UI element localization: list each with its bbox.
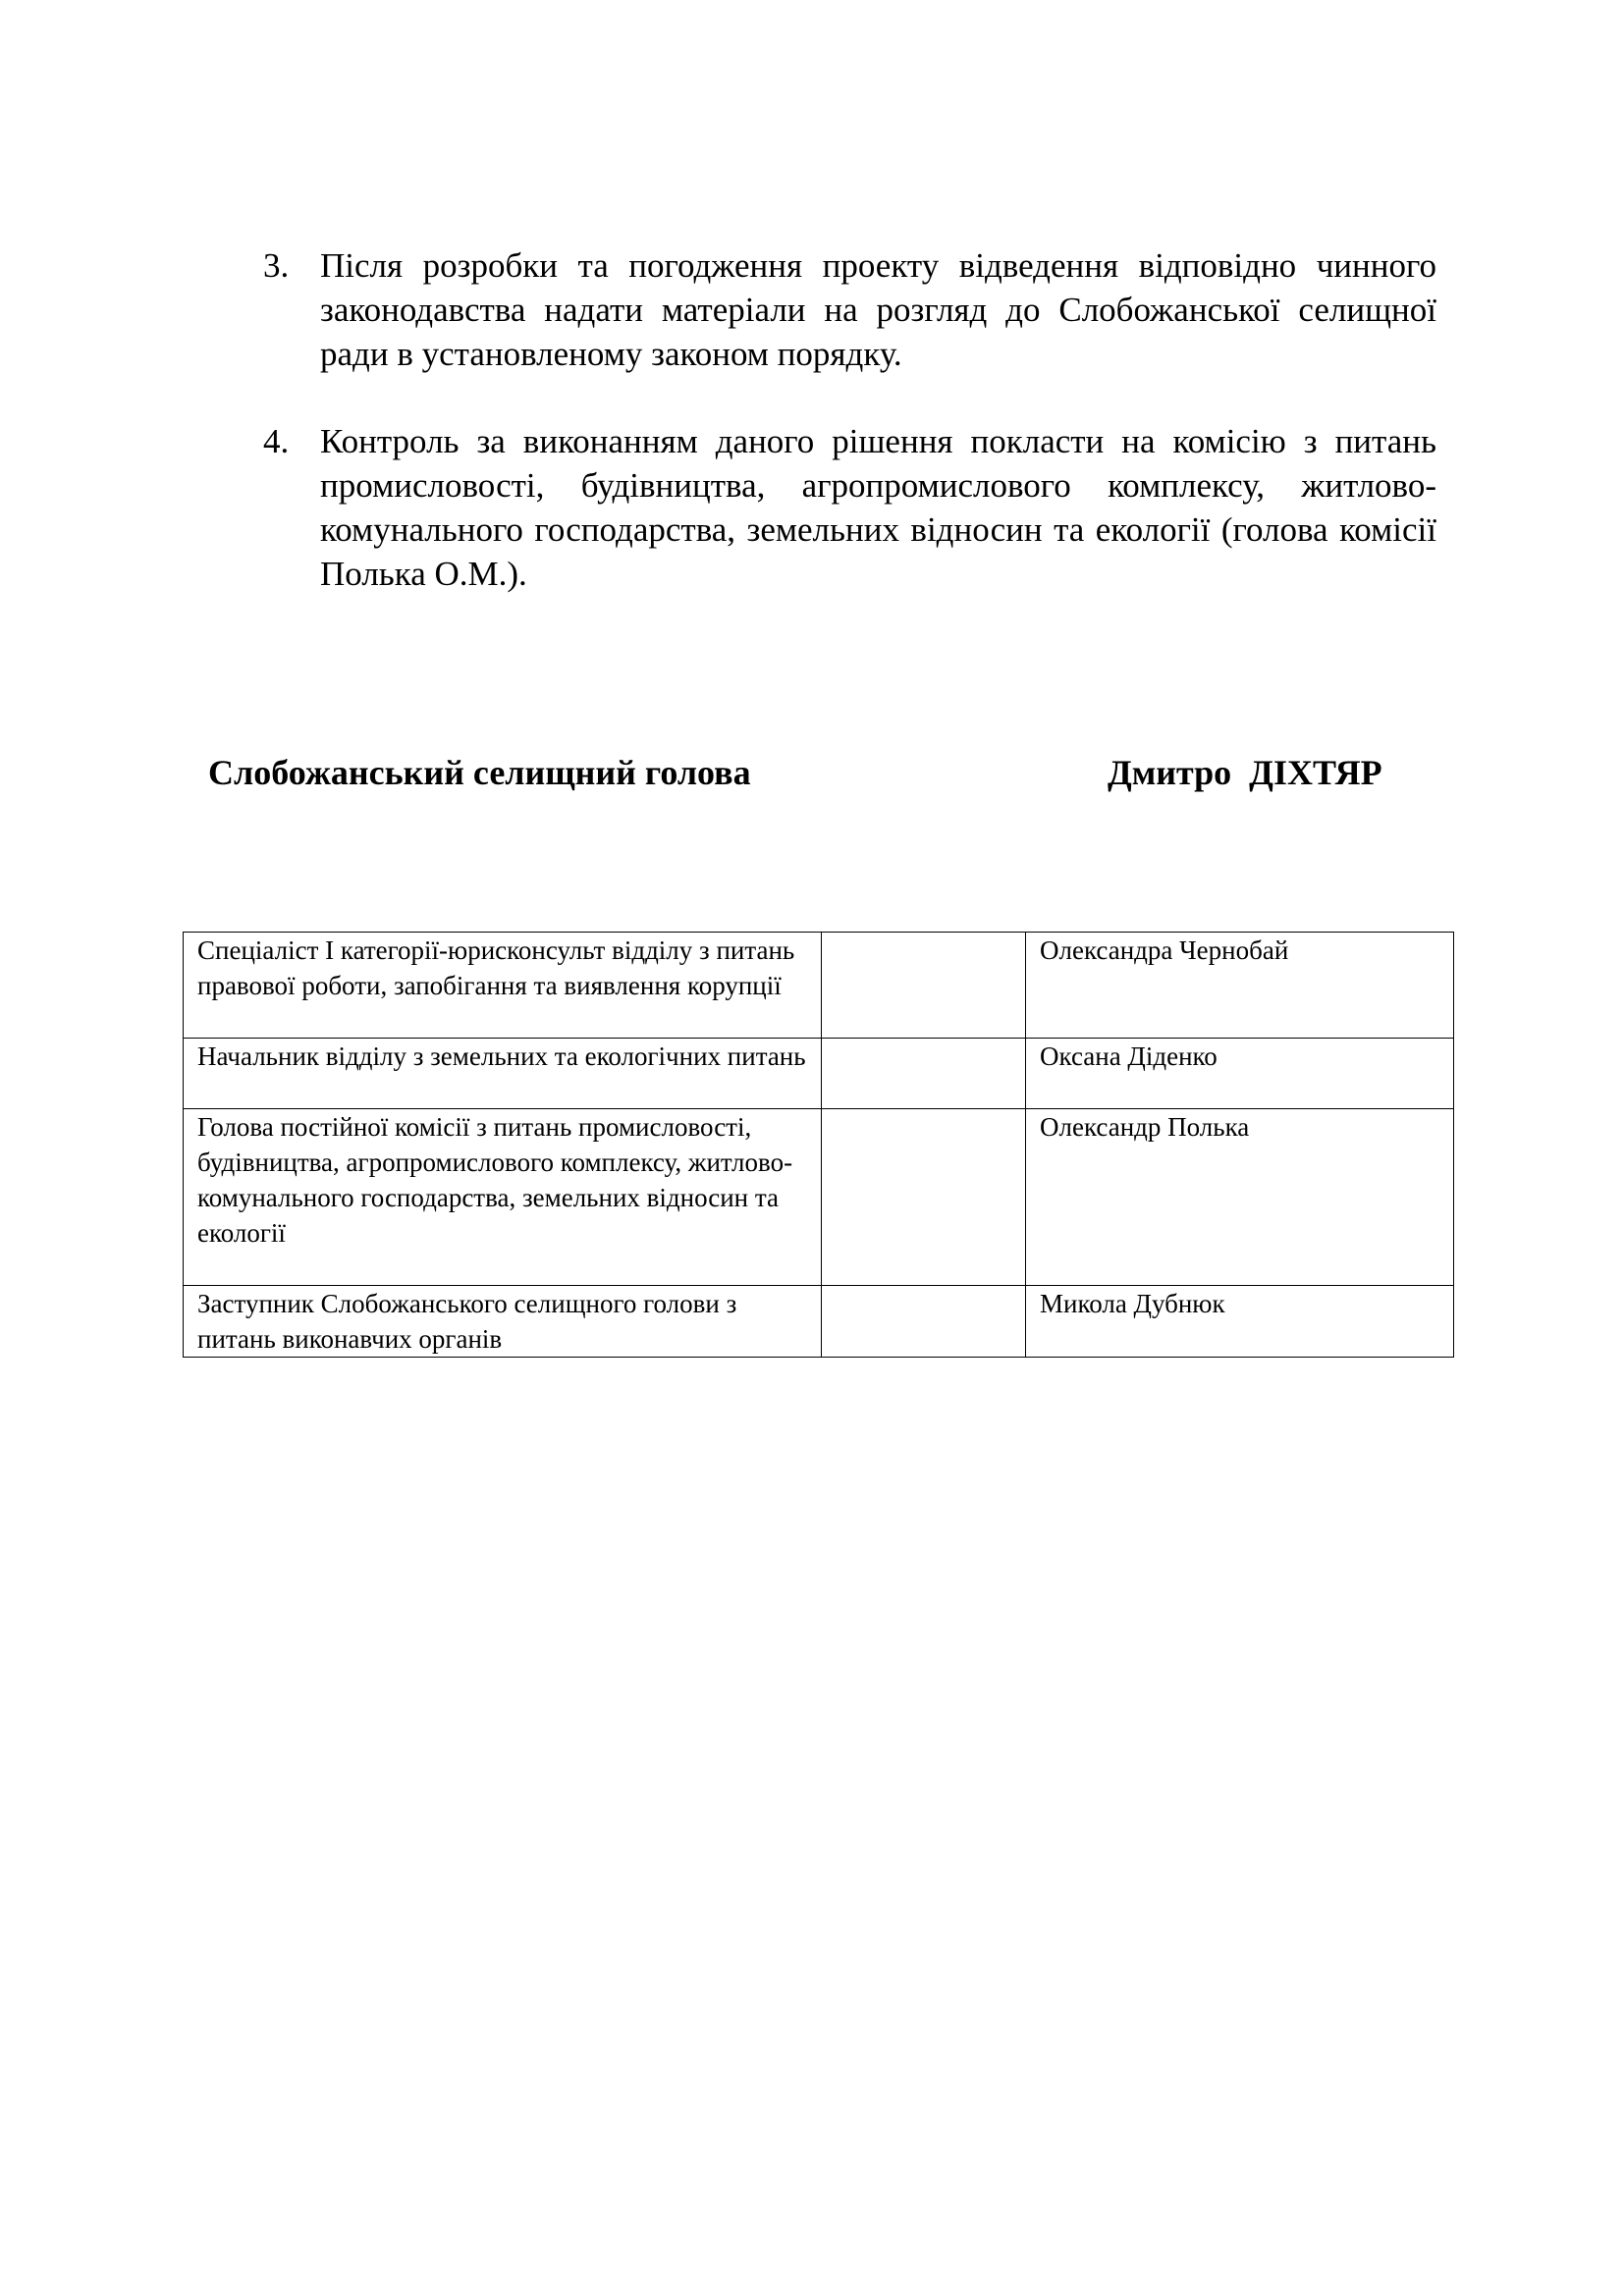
signature-title: Слобожанський селищний голова <box>208 753 751 792</box>
table-row <box>184 1039 1454 1109</box>
signature-cell <box>822 1286 1026 1358</box>
table-row <box>184 1109 1454 1286</box>
name-cell: Оксана Діденко <box>1026 1039 1454 1109</box>
name-cell: Олександра Чернобай <box>1026 933 1454 1039</box>
position-cell: Заступник Слобожанського селищного голови з питань виконавчих органів <box>184 1286 822 1358</box>
signature-name: Дмитро ДІХТЯР <box>1108 753 1382 792</box>
name-cell: Олександр Полька <box>1026 1109 1454 1286</box>
decision-item-3 <box>263 243 1436 376</box>
item-number: 4. <box>263 422 290 460</box>
table-row <box>184 1286 1454 1358</box>
signature-cell <box>822 933 1026 1039</box>
name-cell: Микола Дубнюк <box>1026 1286 1454 1358</box>
item-text: Після розробки та погодження проекту відведення відповідно чинного законодавства надати матеріали на розгляд до Слобожанської селищної ради в установленому законом порядку. <box>320 246 1436 373</box>
table-row <box>184 933 1454 1039</box>
signature-cell <box>822 1109 1026 1286</box>
position-cell: Начальник відділу з земельних та екологічних питань <box>184 1039 822 1109</box>
approval-table <box>183 932 1454 1358</box>
signature-cell <box>822 1039 1026 1109</box>
decision-item-4 <box>263 419 1436 596</box>
item-number: 3. <box>263 246 290 285</box>
position-cell: Спеціаліст І категорії-юрисконсульт відділу з питань правової роботи, запобігання та виявлення корупції <box>184 933 822 1039</box>
position-cell: Голова постійної комісії з питань промисловості, будівництва, агропромислового комплексу, житлово-комунального господарства, земельних відносин та екології <box>184 1109 822 1286</box>
item-text: Контроль за виконанням даного рішення покласти на комісію з питань промисловості, будівництва, агропромислового комплексу, житлово-комунального господарства, земельних відносин та екології (голова комісії Полька О.М.). <box>320 422 1436 593</box>
